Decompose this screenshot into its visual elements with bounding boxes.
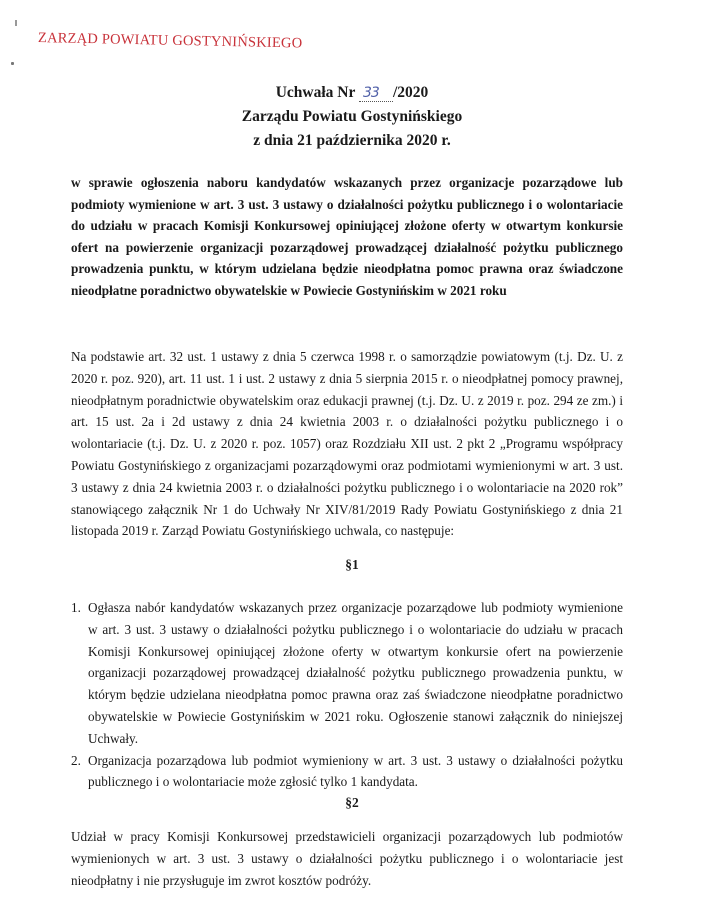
office-stamp: ZARZĄD POWIATU GOSTYNIŃSKIEGO bbox=[37, 30, 303, 52]
title-suffix: /2020 bbox=[392, 84, 429, 101]
title-prefix: Uchwała Nr bbox=[275, 84, 356, 101]
list-item-number: 2. bbox=[71, 752, 81, 768]
list-item-number: 1. bbox=[71, 600, 81, 615]
scan-mark bbox=[15, 20, 17, 26]
list-item bbox=[71, 750, 623, 794]
section-2-paragraph: Udział w pracy Komisji Konkursowej przedstawicieli organizacji pozarządowych lub podmiotów wymienionych w art. 3 ust. 3 ustawy o działalności pożytku publicznego i o wolontariacie jest nieodpłatny i nie przysługuje im zwrot kosztów podróży. bbox=[71, 829, 623, 888]
list-item bbox=[71, 597, 623, 750]
handwritten-number: 33 bbox=[362, 85, 379, 101]
resolution-title bbox=[0, 82, 704, 104]
list-item-text: Ogłasza nabór kandydatów wskazanych przez organizacje pozarządowe lub podmioty wymienione w art. 3 ust. 3 ustawy o działalności pożytku publicznego i o wolontariacie do udziału w pracach Komisji Konkursowej opiniującej złożone oferty w otwartym konkursie ofert na powierzenie organizacji pozarządowej prowadzącej działalność pożytku publicznego prowadzenia punktu, w którym będzie udzielana nieodpłatna pomoc prawna oraz zaś świadczone nieodpłatne poradnictwo obywatelskie w Powiecie Gostynińskim w 2021 roku. Ogłoszenie stanowi załącznik do niniejszej Uchwały. bbox=[88, 600, 623, 746]
scan-mark bbox=[11, 62, 14, 65]
resolution-subject: w sprawie ogłoszenia naboru kandydatów wskazanych przez organizacje pozarządowe lub podmioty wymienione w art. 3 ust. 3 ustawy o działalności pożytku publicznego i o wolontariacie do udziału w pracach Komisji Konkursowej opiniującej złożone oferty w otwartym konkursie ofert na powierzenie organizacji pozarządowej prowadzącej działalność pożytku publicznego prowadzenia punktu, w którym udzielana będzie nieodpłatna pomoc prawna oraz świadczone nieodpłatne poradnictwo obywatelskie w Powiecie Gostynińskim w 2021 roku bbox=[71, 175, 623, 298]
dotted-line bbox=[359, 101, 393, 102]
resolution-number-field bbox=[359, 86, 393, 104]
section-1-heading: §1 bbox=[345, 557, 359, 572]
issuing-body: Zarządu Powiatu Gostynińskiego bbox=[241, 108, 463, 125]
list-item-text: Organizacja pozarządowa lub podmiot wymieniony w art. 3 ust. 3 ustawy o działalności pożytku publicznego i o wolontariacie może zgłosić tylko 1 kandydata. bbox=[88, 752, 623, 790]
section-1-list bbox=[71, 597, 623, 793]
resolution-date: z dnia 21 października 2020 r. bbox=[253, 132, 451, 149]
legal-basis-paragraph: Na podstawie art. 32 ust. 1 ustawy z dnia 5 czerwca 1998 r. o samorządzie powiatowym (t.j. Dz. U. z 2020 r. poz. 920), art. 11 ust. 1 i ust. 2 ustawy z dnia 5 sierpnia 2015 r. o nieodpłatnej pomocy prawnej, nieodpłatnym poradnictwie obywatelskim oraz edukacji prawnej (t.j. Dz. U. z 2019 r. poz. 294 ze zm.) i art. 15 ust. 2a i 2d ustawy z dnia 24 kwietnia 2003 r. o działalności pożytku publicznego i o wolontariacie (t.j. Dz. U. z 2020 r. poz. 1057) oraz Rozdziału XII ust. 2 pkt 2 „Programu współpracy Powiatu Gostynińskiego z organizacjami pozarządowymi oraz podmiotami wymienionymi w art. 3 ust. 3 ustawy z dnia 24 kwietnia 2003 r. o działalności pożytku publicznego i o wolontariacie na 2020 rok” stanowiącego załącznik Nr 1 do Uchwały Nr XIV/81/2019 Rady Powiatu Gostynińskiego z dnia 21 listopada 2019 r. Zarząd Powiatu Gostynińskiego uchwala, co następuje: bbox=[71, 349, 623, 539]
section-2-heading: §2 bbox=[345, 795, 359, 810]
